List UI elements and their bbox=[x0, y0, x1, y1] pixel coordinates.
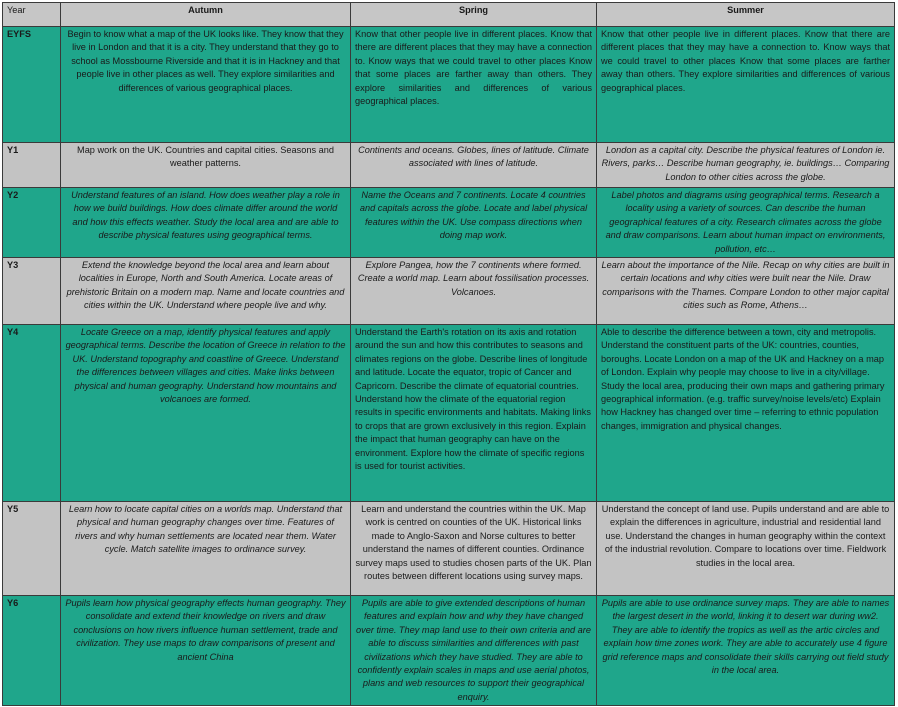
spring-cell: Learn and understand the countries within the UK. Map work is centred on counties of the UK. Historical links made to Anglo-Saxon and Norse cultures to better understand the names of different counties. Ordinance survey maps used to studies chosen parts of the UK. Plan routes between different locations using survey maps. bbox=[351, 502, 597, 596]
spring-cell: Know that other people live in different places. Know that there are different places that they may have a connection to. Know ways that we could travel to other places Know that some places are farther away than others. They explore similarities and differences of various geographical places. bbox=[351, 27, 597, 143]
autumn-cell: Begin to know what a map of the UK looks like. They know that they live in London and that it is a city. They understand that they go to school as Mossbourne Riverside and that it is in Hackney and that people live in other places as well. They explore similarities and differences of various geographical places. bbox=[61, 27, 351, 143]
curriculum-table bbox=[2, 2, 895, 706]
table-row-y5 bbox=[3, 502, 895, 596]
summer-cell: Understand the concept of land use. Pupils understand and are able to explain the differences in agriculture, industrial and residential land use. Understand the changes in human geography within the context of the industrial revolution. Compare to locations over time. Fieldwork studies in the local area. bbox=[597, 502, 895, 596]
autumn-cell: Extend the knowledge beyond the local area and learn about localities in Europe, North and South America. Locate areas of prehistoric Britain on a modern map. Name and locate countries and cities within the UK. Understand where people live and why. bbox=[61, 258, 351, 325]
summer-cell: Know that other people live in different places. Know that there are different places that they may have a connection to. Know ways that we could travel to other places Know that some places are farther away than others. They explore similarities and differences of various geographical places. bbox=[597, 27, 895, 143]
summer-cell: Pupils are able to use ordinance survey maps. They are able to names the largest desert in the world, linking it to desert war during ww2. They are able to identify the tropics as well as the artic circles and explain how time zones work. They are able to accurately use 4 figure grid reference maps and consolidate their skills carrying out field study in the local area. bbox=[597, 596, 895, 706]
table-row-y2 bbox=[3, 188, 895, 258]
autumn-cell: Learn how to locate capital cities on a worlds map. Understand that physical and human geography changes over time. Features of rivers and why human settlements are located near them. Water cycle. Match satellite images to ordinance survey. bbox=[61, 502, 351, 596]
year-cell: Y5 bbox=[3, 502, 61, 596]
autumn-column-header: Autumn bbox=[61, 3, 351, 27]
table-row-y6 bbox=[3, 596, 895, 706]
summer-cell: London as a capital city. Describe the physical features of London ie. Rivers, parks… Describe human geography, ie. buildings… Comparing London to other cities across the globe. bbox=[597, 143, 895, 188]
autumn-cell: Understand features of an island. How does weather play a role in how we build buildings. How does climate differ around the world and how this effects weather. Study the local area and are able to describe physical features using geographical terms. bbox=[61, 188, 351, 258]
year-cell: Y2 bbox=[3, 188, 61, 258]
year-cell: Y4 bbox=[3, 325, 61, 502]
summer-cell: Learn about the importance of the Nile. Recap on why cities are built in certain locations and why cities were built near the Nile. Draw comparisons with the Thames. Compare London to other major capital cities such as Rome, Athens… bbox=[597, 258, 895, 325]
table-row-y1 bbox=[3, 143, 895, 188]
table-row-eyfs bbox=[3, 27, 895, 143]
year-cell: Y6 bbox=[3, 596, 61, 706]
autumn-cell: Map work on the UK. Countries and capital cities. Seasons and weather patterns. bbox=[61, 143, 351, 188]
summer-cell: Able to describe the difference between a town, city and metropolis. Understand the constituent parts of the UK: countries, counties, boroughs. Locate London on a map of the UK and Hackney on a map of London. Explain why people may choose to live in a city/village. Study the local area, producing their own maps and gathering primary geographical information. (e.g. traffic survey/noise levels/etc) Explain how Hackney has changed over time – referring to ethnic population changes, immigration and physical changes. bbox=[597, 325, 895, 502]
header-row bbox=[3, 3, 895, 27]
autumn-cell: Locate Greece on a map, identify physical features and apply geographical terms. Describe the location of Greece in relation to the UK. Understand topography and coastline of Greece. Understand the differences between villages and cities. Make links between physical and human geography. Understand how mountains and volcanoes are formed. bbox=[61, 325, 351, 502]
spring-cell: Continents and oceans. Globes, lines of latitude. Climate associated with lines of latitude. bbox=[351, 143, 597, 188]
table-row-y3 bbox=[3, 258, 895, 325]
spring-cell: Understand the Earth's rotation on its axis and rotation around the sun and how this contributes to seasons and climates regions on the globe. Describe lines of longitude and latitude. Locate the equator, tropic of Cancer and Capricorn. Describe the climate of equatorial countries. Understand how the climate of the equatorial region results in specific environments and habitats. Making links to crops that are grown exclusively in this region. Explain the impact that human geography can have on the environment. Explore how the climate of specific regions is used for tourist activities. bbox=[351, 325, 597, 502]
spring-column-header: Spring bbox=[351, 3, 597, 27]
summer-column-header: Summer bbox=[597, 3, 895, 27]
spring-cell: Explore Pangea, how the 7 continents where formed. Create a world map. Learn about fossilisation processes. Volcanoes. bbox=[351, 258, 597, 325]
autumn-cell: Pupils learn how physical geography effects human geography. They consolidate and extend their knowledge on rivers and draw conclusions on how rivers influence human settlement, trade and civilization. They use maps to draw comparisons of present and ancient China bbox=[61, 596, 351, 706]
year-column-header: Year bbox=[3, 3, 61, 27]
spring-cell: Pupils are able to give extended descriptions of human features and explain how and why they have changed over time. They map land use to their own criteria and are able to discuss similarities and differences with past civilizations which they have studied. They are able to confidently explain scales in maps and use aerial photos, plans and web resources to support their geographical enquiry. bbox=[351, 596, 597, 706]
year-cell: Y3 bbox=[3, 258, 61, 325]
year-cell: EYFS bbox=[3, 27, 61, 143]
table-row-y4 bbox=[3, 325, 895, 502]
summer-cell: Label photos and diagrams using geographical terms. Research a locality using a variety of sources. Can describe the human geographical features of a city. Research climates across the globe and draw comparisons. Learn about human impact on environments, pollution, etc… bbox=[597, 188, 895, 258]
spring-cell: Name the Oceans and 7 continents. Locate 4 countries and capitals across the globe. Locate and label physical features within the UK. Use compass directions when doing map work. bbox=[351, 188, 597, 258]
year-cell: Y1 bbox=[3, 143, 61, 188]
